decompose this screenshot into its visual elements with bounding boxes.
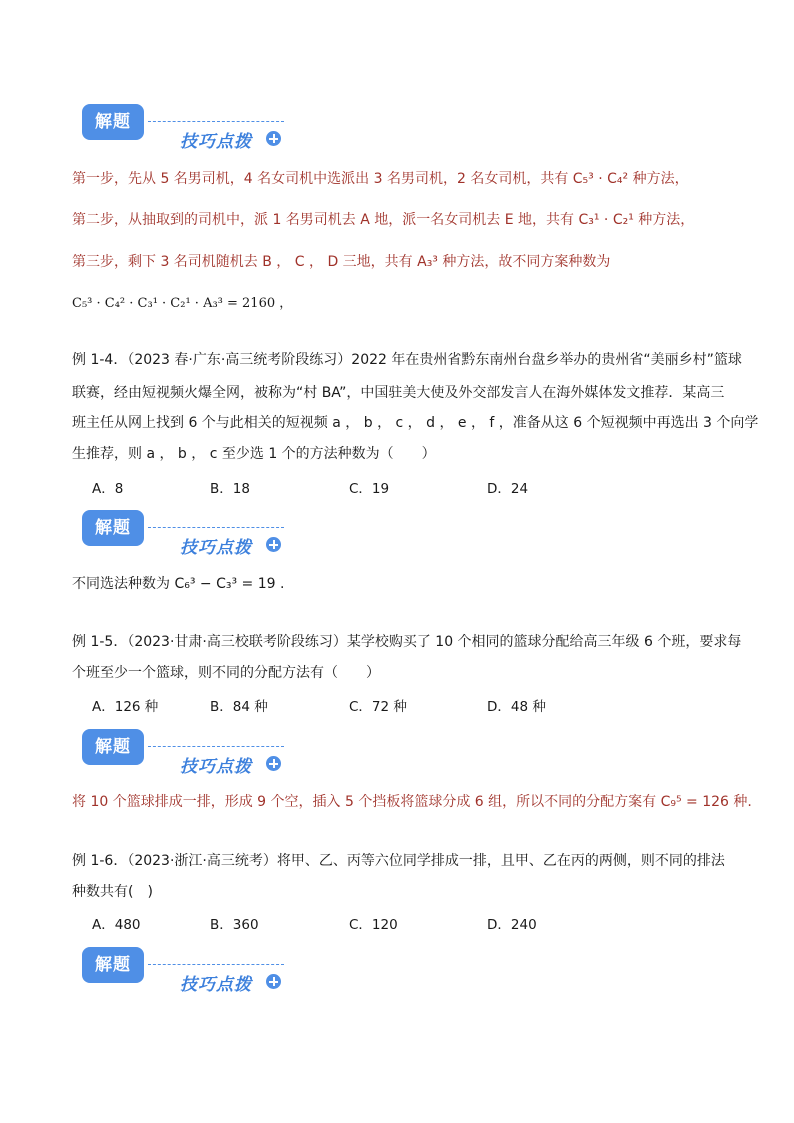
option-a: A．480 <box>92 917 141 933</box>
option-d: D．24 <box>487 481 529 497</box>
example-4-line-3: 班主任从网上找到 6 个与此相关的短视频 a ， b ， c ， d ， e ， f ，准备从这 6 个短视频中再选出 3 个向学 <box>72 415 759 431</box>
example-4-line-1: 例 1-4．（2023 春·广东·高三统考阶段练习）2022 年在贵州省黔东南州台盘乡举办的贵州省“美丽乡村”篮球 <box>72 352 742 368</box>
solution-label: 解题 <box>82 947 144 983</box>
example-5-line-1: 例 1-5．（2023·甘肃·高三校联考阶段练习）某学校购买了 10 个相同的篮球分配给高三年级 6 个班，要求每 <box>72 634 742 650</box>
solution-step-1: 第一步，先从 5 名男司机，4 名女司机中选派出 3 名男司机，2 名女司机，共有 C₅³ · C₄² 种方法， <box>72 171 689 187</box>
tip-label: 技巧点拨 <box>180 975 252 995</box>
example-6-line-1: 例 1-6．（2023·浙江·高三统考）将甲、乙、丙等六位同学排成一排，且甲、乙在丙的两侧，则不同的排法 <box>72 853 725 869</box>
option-b: B．84 种 <box>210 699 268 715</box>
dashed-divider <box>148 121 284 122</box>
solution-label: 解题 <box>82 729 144 765</box>
tip-label: 技巧点拨 <box>180 132 252 152</box>
option-c: C．72 种 <box>349 699 407 715</box>
solution-label: 解题 <box>82 104 144 140</box>
plus-icon <box>266 974 281 989</box>
dashed-divider <box>148 527 284 528</box>
option-c: C．120 <box>349 917 398 933</box>
example-6-line-2: 种数共有( ) <box>72 884 153 900</box>
option-c: C．19 <box>349 481 390 497</box>
option-d: D．48 种 <box>487 699 546 715</box>
dashed-divider <box>148 746 284 747</box>
option-a: A．8 <box>92 481 124 497</box>
example-4-line-4: 生推荐，则 a ， b ， c 至少选 1 个的方法种数为（ ） <box>72 446 436 462</box>
solution-4-text: 不同选法种数为 C₆³ − C₃³ = 19 . <box>72 576 285 592</box>
tip-label: 技巧点拨 <box>180 538 252 558</box>
dashed-divider <box>148 964 284 965</box>
option-b: B．360 <box>210 917 259 933</box>
solution-tip-badge <box>82 947 282 995</box>
option-b: B．18 <box>210 481 250 497</box>
solution-label: 解题 <box>82 510 144 546</box>
option-a: A．126 种 <box>92 699 159 715</box>
plus-icon <box>266 131 281 146</box>
solution-tip-badge <box>82 510 282 558</box>
solution-formula: C₅³ · C₄² · C₃¹ · C₂¹ · A₃³ = 2160 ， <box>72 296 293 311</box>
solution-step-3: 第三步，剩下 3 名司机随机去 B ， C ， D 三地，共有 A₃³ 种方法，故不同方案种数为 <box>72 254 611 270</box>
tip-label: 技巧点拨 <box>180 757 252 777</box>
solution-tip-badge <box>82 729 282 777</box>
solution-tip-badge <box>82 104 282 152</box>
option-d: D．240 <box>487 917 537 933</box>
solution-5-text: 将 10 个篮球排成一排，形成 9 个空，插入 5 个挡板将篮球分成 6 组，所以不同的分配方案有 C₉⁵ = 126 种. <box>72 794 752 810</box>
plus-icon <box>266 756 281 771</box>
plus-icon <box>266 537 281 552</box>
example-5-line-2: 个班至少一个篮球，则不同的分配方法有（ ） <box>72 665 380 681</box>
solution-step-2: 第二步，从抽取到的司机中，派 1 名男司机去 A 地，派一名女司机去 E 地，共有 C₃¹ · C₂¹ 种方法， <box>72 212 695 228</box>
example-4-line-2: 联赛，经由短视频火爆全网，被称为“村 BA”，中国驻美大使及外交部发言人在海外媒体发文推荐．某高三 <box>72 385 725 401</box>
